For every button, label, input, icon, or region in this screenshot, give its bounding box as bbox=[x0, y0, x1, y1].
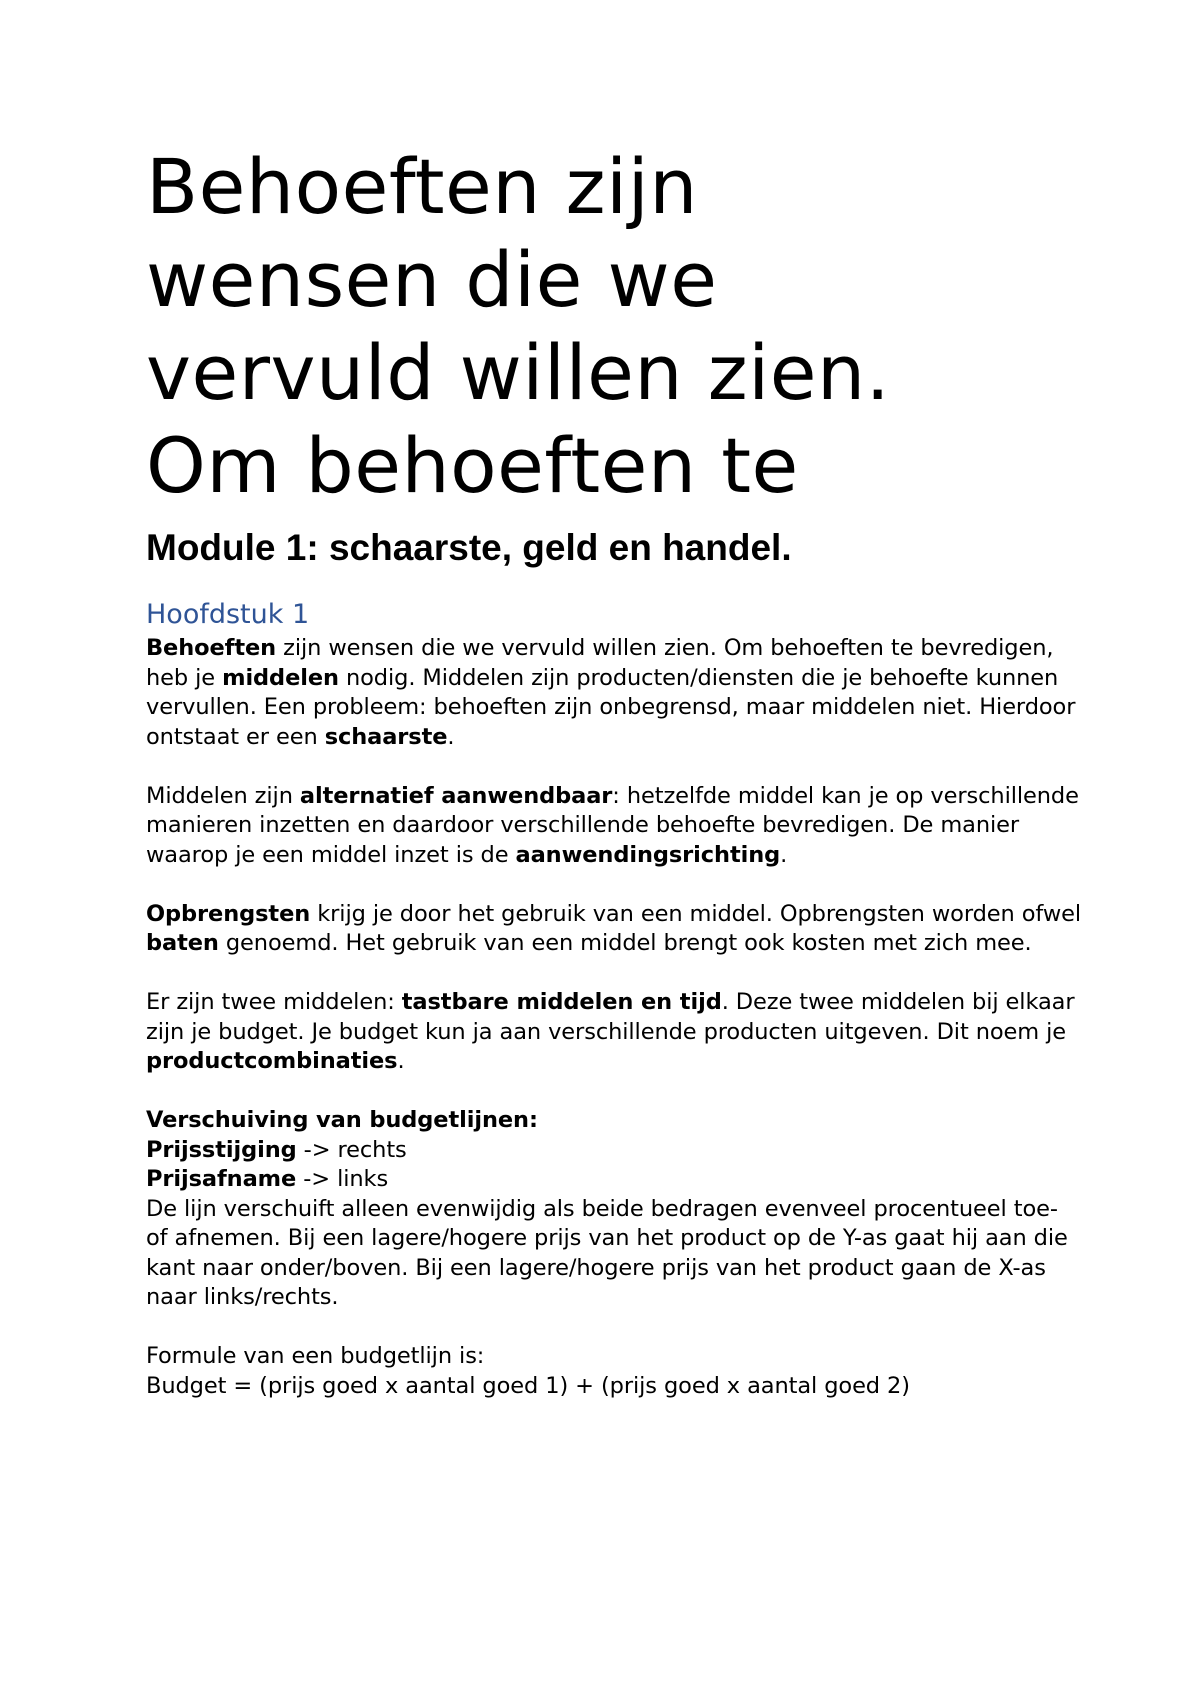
text-span: zijn wensen die we vervuld willen zien. Om behoeften te bevredigen, heb je bbox=[146, 635, 1054, 691]
formula-intro: Formule van een budgetlijn is: bbox=[146, 1343, 485, 1369]
paragraph-formule bbox=[146, 1342, 1086, 1401]
term-productcombinaties: productcombinaties bbox=[146, 1048, 398, 1074]
paragraph-aanwendbaar bbox=[146, 782, 1086, 871]
term-middelen: middelen bbox=[222, 664, 339, 691]
title-line: wensen die we bbox=[146, 235, 718, 324]
term-opbrengsten: Opbrengsten bbox=[146, 900, 311, 927]
text-span: genoemd. Het gebruik van een middel brengt ook kosten met zich mee. bbox=[218, 930, 1032, 956]
list-line bbox=[146, 1136, 1086, 1166]
paragraph-budgetlijnen bbox=[146, 1106, 1086, 1313]
formula-text: Budget = (prijs goed x aantal goed 1) + (prijs goed x aantal goed 2) bbox=[146, 1372, 910, 1399]
text-span: krijg je door het gebruik van een middel. Opbrengsten worden ofwel bbox=[310, 900, 1082, 927]
title-line: vervuld willen zien. bbox=[146, 328, 891, 417]
title-line: Om behoeften te bbox=[146, 421, 799, 510]
list-line bbox=[146, 1165, 1086, 1195]
term-schaarste: schaarste bbox=[324, 723, 448, 750]
title-line: Behoeften zijn bbox=[146, 142, 698, 231]
term-alternatief-aanwendbaar: alternatief aanwendbaar bbox=[299, 782, 613, 809]
text-span: -> links bbox=[296, 1166, 389, 1192]
text-span: Er zijn twee middelen: bbox=[146, 989, 402, 1015]
module-title: Module 1: schaarste, geld en handel. bbox=[146, 527, 792, 568]
section-heading-budgetlijnen: Verschuiving van budgetlijnen: bbox=[146, 1107, 538, 1133]
text-span: . Deze twee middelen bij elkaar zijn je budget. Je budget kun ja aan verschillende producten uitgeven. Dit noem je bbox=[146, 989, 1075, 1045]
chapter-heading: Hoofdstuk 1 bbox=[146, 599, 310, 630]
term-prijsstijging: Prijsstijging bbox=[146, 1136, 297, 1163]
text-span: Middelen zijn bbox=[146, 782, 300, 809]
text-span: nodig. Middelen zijn producten/diensten die je behoefte kunnen vervullen. Een probleem: behoeften zijn onbegrensd, maar middelen niet. Hierdoor ontstaat er een bbox=[146, 664, 1076, 750]
paragraph-behoeften bbox=[146, 634, 1086, 752]
text-span: . bbox=[780, 841, 788, 868]
text-span: . bbox=[447, 723, 455, 750]
term-behoeften: Behoeften bbox=[146, 635, 277, 661]
large-title bbox=[146, 140, 1086, 512]
term-aanwendingsrichting: aanwendingsrichting bbox=[515, 841, 781, 868]
text-span: De lijn verschuift alleen evenwijdig als beide bedragen evenveel procentueel toe- of afnemen. Bij een lagere/hogere prijs van het product op de Y-as gaat hij aan die kant naar onder/boven. Bij een lagere/hogere prijs van het product gaan de X-as naar links/rechts. bbox=[146, 1195, 1068, 1310]
term-prijsafname: Prijsafname bbox=[146, 1166, 297, 1192]
paragraph-middelen bbox=[146, 988, 1086, 1077]
term-baten: baten bbox=[146, 930, 219, 956]
text-span: -> rechts bbox=[296, 1136, 407, 1163]
document-page bbox=[146, 140, 1086, 1431]
text-span: : hetzelfde middel kan je op verschillende manieren inzetten en daardoor verschillende behoefte bevredigen. De manier waarop je een middel inzet is de bbox=[146, 782, 1079, 868]
paragraph-opbrengsten bbox=[146, 900, 1086, 959]
term-tastbare-middelen: tastbare middelen en tijd bbox=[401, 989, 722, 1015]
text-span: . bbox=[397, 1048, 405, 1074]
